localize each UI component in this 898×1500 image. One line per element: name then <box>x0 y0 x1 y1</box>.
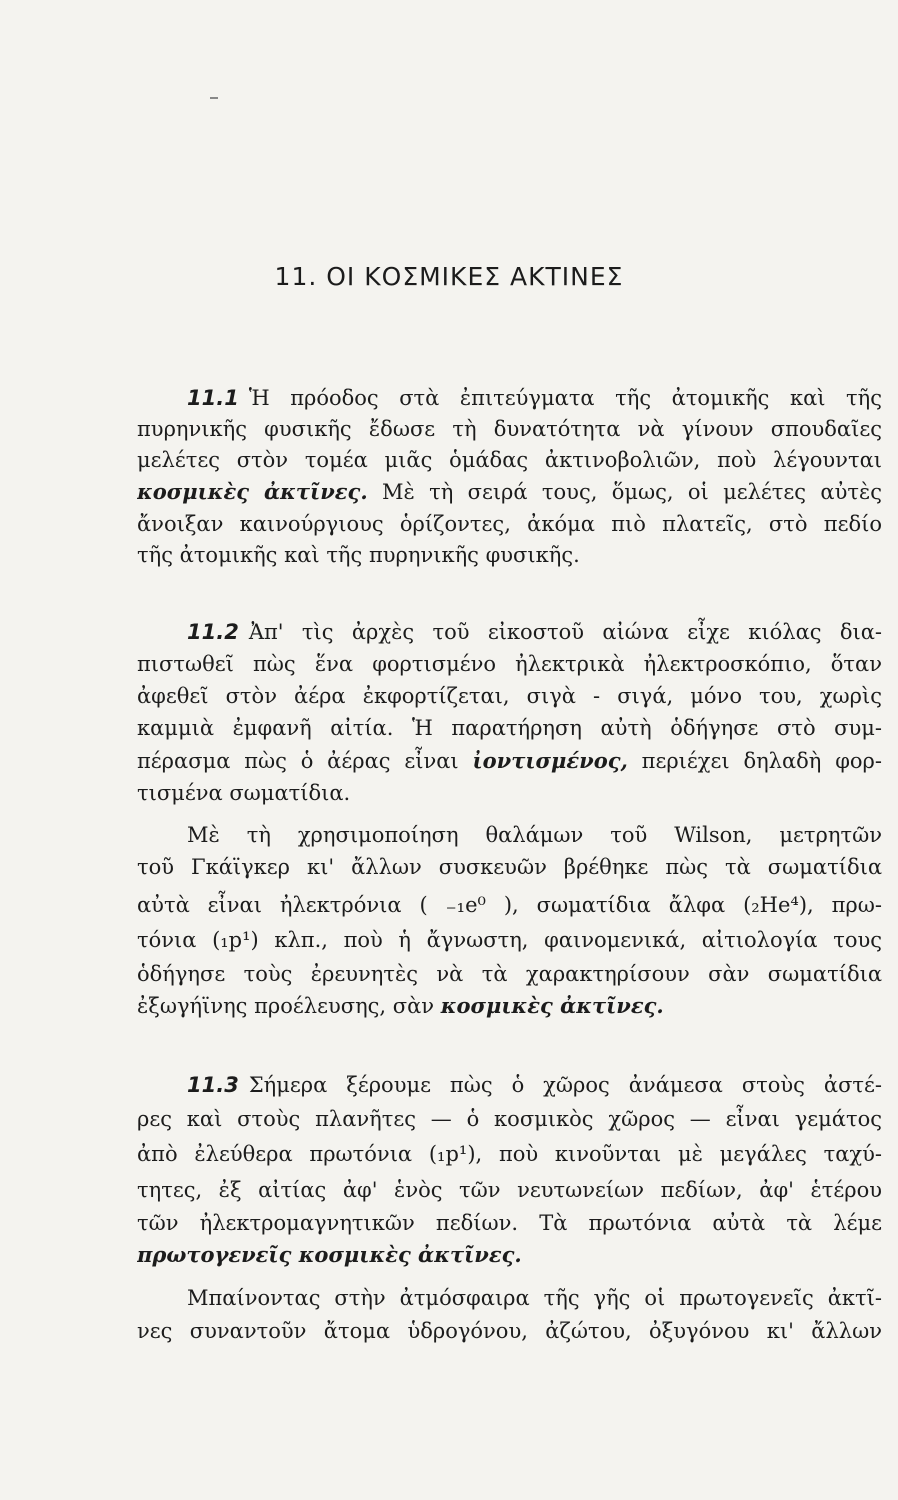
section-number: 11.1 <box>187 386 239 410</box>
text-span: Μὲ τὴ σειρά τους, ὅμως, οἱ μελέτες αὐτὲς <box>367 480 882 504</box>
text-line: πιστωθεῖ πὼς ἕνα φορτισμένο ἠλεκτρικὰ ἠλεκτροσκόπιο, ὅταν <box>137 652 882 676</box>
text-span: Σήμερα ξέρουμε πὼς ὁ χῶρος ἀνάμεσα στοὺς ἀστέ- <box>248 1073 882 1097</box>
text-line: ἀφεθεῖ στὸν ἀέρα ἐκφορτίζεται, σιγὰ - σιγά, μόνο του, χωρὶς <box>137 684 882 708</box>
text-line: Μὲ τὴ χρησιμοποίηση θαλάμων τοῦ Wilson, μετρητῶν <box>187 823 882 847</box>
text-line: τόνια (₁p¹) κλπ., ποὺ ἡ ἄγνωστη, φαινομενικά, αἰτιολογία τους <box>137 928 882 952</box>
text-line <box>137 475 882 509</box>
section-number: 11.3 <box>187 1073 239 1097</box>
text-line: ἀπὸ ἐλεύθερα πρωτόνια (₁p¹), ποὺ κινοῦνται μὲ μεγάλες ταχύ- <box>137 1142 882 1166</box>
section-11-2-line <box>187 615 882 649</box>
text-span: Ἡ πρόοδος στὰ ἐπιτεύγματα τῆς ἀτομικῆς καὶ τῆς <box>248 386 882 410</box>
key-term: πρωτογενεῖς κοσμικὲς ἀκτῖνες. <box>137 1242 522 1267</box>
text-line: ρες καὶ στοὺς πλανῆτες — ὁ κοσμικὸς χῶρος — εἶναι γεμάτος <box>137 1107 882 1131</box>
key-term: κοσμικὲς ἀκτῖνες. <box>137 479 368 504</box>
text-line: νες συναντοῦν ἄτομα ὑδρογόνου, ἀζώτου, ὀξυγόνου κι' ἄλλων <box>137 1319 882 1343</box>
text-span: πέρασμα πὼς ὁ ἀέρας εἶναι <box>137 749 473 773</box>
text-line: πυρηνικῆς φυσικῆς ἔδωσε τὴ δυνατότητα νὰ γίνουν σπουδαῖες <box>137 417 882 441</box>
section-11-3-line <box>187 1068 882 1102</box>
section-11-1-line <box>187 381 882 415</box>
text-line: τῶν ἠλεκτρομαγνητικῶν πεδίων. Τὰ πρωτόνια αὐτὰ τὰ λέμε <box>137 1211 882 1235</box>
text-line <box>137 1238 882 1272</box>
key-term: ἰοντισμένος, <box>472 748 628 773</box>
section-number: 11.2 <box>187 620 239 644</box>
text-line: ὁδήγησε τοὺς ἐρευνητὲς νὰ τὰ χαρακτηρίσουν σὰν σωματίδια <box>137 962 882 986</box>
text-line: Μπαίνοντας στὴν ἀτμόσφαιρα τῆς γῆς οἱ πρωτογενεῖς ἀκτῖ- <box>187 1286 882 1310</box>
text-line: αὐτὰ εἶναι ἠλεκτρόνια ( ₋₁e⁰ ), σωματίδια ἄλφα (₂He⁴), πρω- <box>137 893 882 917</box>
text-line: καμμιὰ ἐμφανῆ αἰτία. Ἡ παρατήρηση αὐτὴ ὁδήγησε στὸ συμ- <box>137 716 882 740</box>
text-line: τισμένα σωματίδια. <box>137 781 351 805</box>
text-line: τοῦ Γκάϊγκερ κι' ἄλλων συσκευῶν βρέθηκε πὼς τὰ σωματίδια <box>137 855 882 879</box>
text-span: περιέχει δηλαδὴ φορ- <box>627 749 882 773</box>
text-span: Ἀπ' τὶς ἀρχὲς τοῦ εἰκοστοῦ αἰώνα εἶχε κιόλας δια- <box>248 620 882 644</box>
text-line: τῆς ἀτομικῆς καὶ τῆς πυρηνικῆς φυσικῆς. <box>137 543 580 567</box>
chapter-title: 11. ΟΙ ΚΟΣΜΙΚΕΣ ΑΚΤΙΝΕΣ <box>274 262 624 291</box>
text-line: μελέτες στὸν τομέα μιᾶς ὁμάδας ἀκτινοβολιῶν, ποὺ λέγουνται <box>137 448 882 472</box>
key-term: κοσμικὲς ἀκτῖνες. <box>440 993 664 1018</box>
text-line: ἄνοιξαν καινούργιους ὁρίζοντες, ἀκόμα πιὸ πλατεῖς, στὸ πεδίο <box>137 512 882 536</box>
text-line: τητες, ἐξ αἰτίας ἀφ' ἑνὸς τῶν νευτωνείων πεδίων, ἀφ' ἑτέρου <box>137 1178 882 1202</box>
text-line <box>137 989 882 1023</box>
page-mark <box>210 97 218 99</box>
text-span: ἐξωγήϊνης προέλευσης, σὰν <box>137 994 441 1018</box>
text-line <box>137 744 882 778</box>
